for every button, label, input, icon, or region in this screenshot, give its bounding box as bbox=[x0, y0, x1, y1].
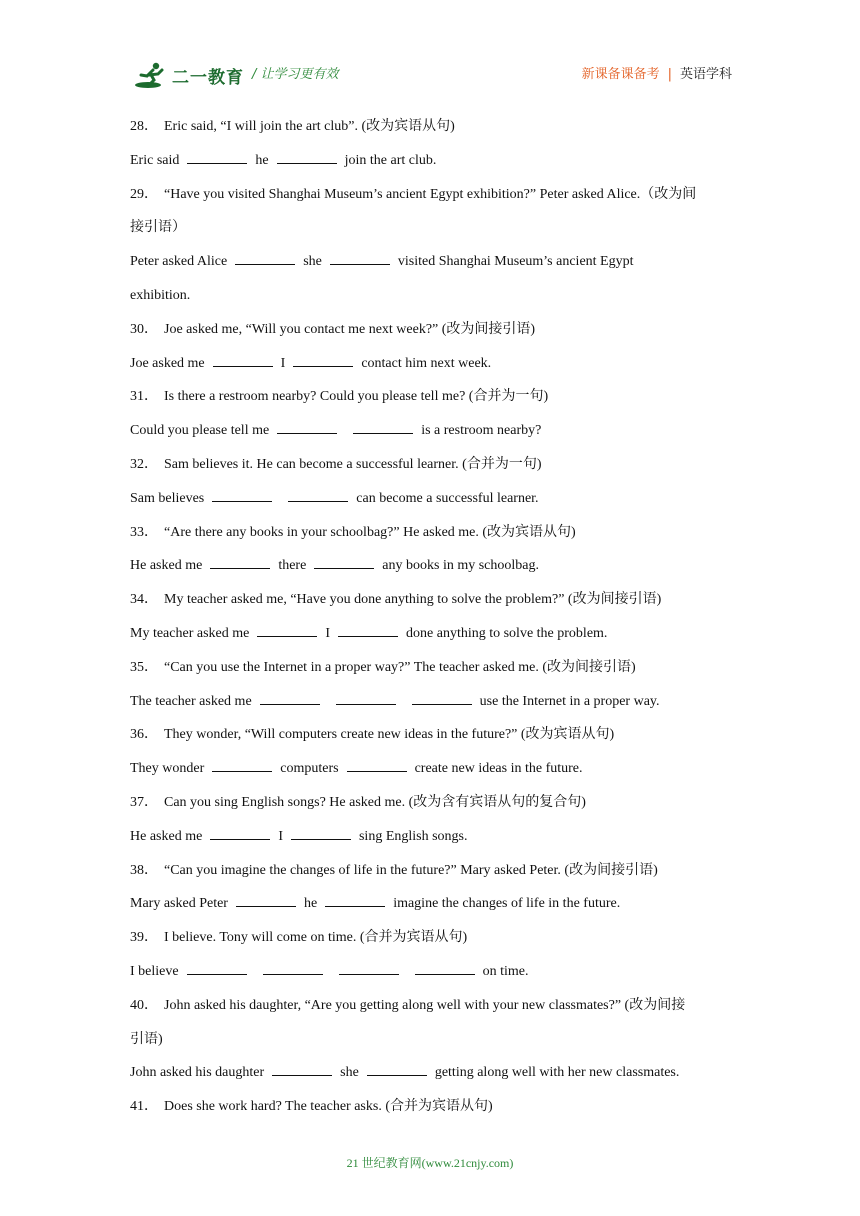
answer-blank[interactable] bbox=[257, 622, 317, 637]
answer-text: join the art club. bbox=[344, 152, 437, 168]
question-text: Does she work hard? The teacher asks. (合并为宾语从句) bbox=[164, 1099, 493, 1115]
question-number: 36． bbox=[130, 727, 158, 743]
answer-text: getting along well with her new classmates. bbox=[434, 1065, 680, 1081]
runner-logo-icon bbox=[134, 61, 168, 89]
answer-blank[interactable] bbox=[336, 690, 396, 705]
question-text: They wonder, “Will computers create new ideas in the future?” (改为宾语从句) bbox=[164, 727, 615, 743]
answer-text: there bbox=[278, 558, 307, 574]
question-line bbox=[130, 583, 735, 617]
answer-text: Sam believes bbox=[130, 490, 205, 506]
question-text: “Are there any books in your schoolbag?” He asked me. (改为宾语从句) bbox=[164, 524, 576, 540]
logo bbox=[132, 59, 250, 89]
question-number: 37． bbox=[130, 794, 158, 810]
answer-blank[interactable] bbox=[212, 487, 272, 502]
header-subject-label: 英语学科 bbox=[679, 67, 732, 82]
answer-blank[interactable] bbox=[210, 825, 270, 840]
question-text: My teacher asked me, “Have you done anything to solve the problem?” (改为间接引语) bbox=[164, 592, 662, 608]
question-text: I believe. Tony will come on time. (合并为宾语从句) bbox=[164, 930, 468, 946]
answer-blank[interactable] bbox=[212, 757, 272, 772]
question-line bbox=[130, 516, 735, 550]
answer-text: Peter asked Alice bbox=[130, 254, 228, 270]
answer-blank[interactable] bbox=[187, 960, 247, 975]
answer-text: use the Internet in a proper way. bbox=[479, 693, 660, 709]
answer-line bbox=[130, 482, 735, 516]
answer-text: contact him next week. bbox=[361, 355, 492, 371]
answer-text: on time. bbox=[482, 963, 529, 979]
answer-line bbox=[130, 617, 735, 651]
answer-blank[interactable] bbox=[314, 554, 374, 569]
answer-line bbox=[130, 887, 735, 921]
question-text: 引语) bbox=[130, 1031, 163, 1047]
header-prep-label: 新课备课备考 bbox=[581, 67, 660, 82]
question-text: 接引语） bbox=[130, 220, 186, 236]
answer-blank[interactable] bbox=[353, 419, 413, 434]
question-line bbox=[130, 380, 735, 414]
answer-blank[interactable] bbox=[263, 960, 323, 975]
question-number: 39． bbox=[130, 930, 158, 946]
answer-text: Eric said bbox=[130, 152, 180, 168]
answer-line bbox=[130, 820, 735, 854]
answer-line bbox=[130, 347, 735, 381]
page-header bbox=[132, 55, 732, 91]
answer-text: Joe asked me bbox=[130, 355, 205, 371]
header-right bbox=[582, 63, 732, 82]
question-number: 40． bbox=[130, 997, 158, 1013]
question-number: 41． bbox=[130, 1099, 158, 1115]
question-line bbox=[130, 989, 735, 1023]
answer-blank[interactable] bbox=[235, 250, 295, 265]
answer-blank[interactable] bbox=[213, 352, 273, 367]
question-text: “Can you imagine the changes of life in the future?” Mary asked Peter. (改为间接引语) bbox=[164, 862, 658, 878]
answer-line bbox=[130, 955, 735, 989]
answer-blank[interactable] bbox=[236, 892, 296, 907]
question-number: 33． bbox=[130, 524, 158, 540]
question-text: exhibition. bbox=[130, 287, 191, 303]
answer-text: visited Shanghai Museum’s ancient Egypt bbox=[397, 254, 634, 270]
answer-text: The teacher asked me bbox=[130, 693, 252, 709]
answer-blank[interactable] bbox=[339, 960, 399, 975]
question-line bbox=[130, 448, 735, 482]
answer-line bbox=[130, 549, 735, 583]
question-text: John asked his daughter, “Are you getting along well with your new classmates?” (改为间接 bbox=[164, 997, 686, 1013]
answer-blank[interactable] bbox=[260, 690, 320, 705]
answer-text: John asked his daughter bbox=[130, 1065, 265, 1081]
answer-blank[interactable] bbox=[367, 1061, 427, 1076]
question-text: Joe asked me, “Will you contact me next week?” (改为间接引语) bbox=[164, 321, 536, 337]
answer-blank[interactable] bbox=[288, 487, 348, 502]
question-line bbox=[130, 1090, 735, 1124]
answer-blank[interactable] bbox=[415, 960, 475, 975]
question-line bbox=[130, 110, 735, 144]
question-number: 31． bbox=[130, 389, 158, 405]
question-line bbox=[130, 921, 735, 955]
page-footer: 21 世纪教育网(www.21cnjy.com) bbox=[346, 1156, 514, 1170]
question-text: Can you sing English songs? He asked me. (改为含有宾语从句的复合句) bbox=[164, 794, 586, 810]
answer-text: create new ideas in the future. bbox=[414, 761, 583, 777]
answer-blank[interactable] bbox=[291, 825, 351, 840]
answer-text: imagine the changes of life in the future. bbox=[393, 896, 621, 912]
answer-text: My teacher asked me bbox=[130, 625, 250, 641]
answer-line bbox=[130, 144, 735, 178]
answer-blank[interactable] bbox=[338, 622, 398, 637]
header-separator: | bbox=[667, 67, 672, 82]
answer-blank[interactable] bbox=[187, 149, 247, 164]
answer-text: can become a successful learner. bbox=[356, 490, 539, 506]
question-line bbox=[130, 854, 735, 888]
slogan: / 让学习更有效 bbox=[252, 67, 339, 82]
answer-text: He asked me bbox=[130, 828, 203, 844]
answer-text: I believe bbox=[130, 963, 179, 979]
answer-text: any books in my schoolbag. bbox=[382, 558, 540, 574]
logo-text: 二一教育 bbox=[172, 68, 244, 88]
answer-blank[interactable] bbox=[277, 419, 337, 434]
answer-text: Mary asked Peter bbox=[130, 896, 228, 912]
question-line bbox=[130, 313, 735, 347]
answer-line bbox=[130, 414, 735, 448]
exercise-list bbox=[130, 110, 735, 1124]
answer-text: Could you please tell me bbox=[130, 423, 270, 439]
question-text: “Have you visited Shanghai Museum’s ancient Egypt exhibition?” Peter asked Alice.（改为间 bbox=[164, 186, 697, 202]
question-text: Eric said, “I will join the art club”. (改为宾语从句) bbox=[164, 119, 455, 134]
answer-text: done anything to solve the problem. bbox=[406, 625, 608, 641]
question-text: “Can you use the Internet in a proper way?” The teacher asked me. (改为间接引语) bbox=[164, 659, 636, 675]
answer-line bbox=[130, 685, 735, 719]
question-number: 38． bbox=[130, 862, 158, 878]
answer-text: He asked me bbox=[130, 558, 203, 574]
answer-text: I bbox=[278, 828, 283, 844]
answer-line bbox=[130, 245, 735, 279]
answer-text: I bbox=[280, 355, 286, 371]
question-number: 30． bbox=[130, 321, 158, 337]
question-text: Is there a restroom nearby? Could you please tell me? (合并为一句) bbox=[164, 389, 549, 405]
answer-text: They wonder bbox=[130, 761, 205, 777]
question-line bbox=[130, 178, 735, 212]
question-line bbox=[130, 651, 735, 685]
answer-blank[interactable] bbox=[347, 757, 407, 772]
answer-text: is a restroom nearby? bbox=[421, 423, 542, 439]
answer-line bbox=[130, 752, 735, 786]
answer-text: I bbox=[325, 625, 331, 641]
question-number: 35． bbox=[130, 659, 158, 675]
question-number: 29． bbox=[130, 186, 158, 202]
answer-blank[interactable] bbox=[330, 250, 390, 265]
answer-blank[interactable] bbox=[293, 352, 353, 367]
answer-text: he bbox=[255, 152, 269, 168]
answer-blank[interactable] bbox=[272, 1061, 332, 1076]
answer-line bbox=[130, 1056, 735, 1090]
question-number: 32． bbox=[130, 456, 158, 472]
answer-text: sing English songs. bbox=[358, 828, 468, 844]
question-line bbox=[130, 718, 735, 752]
question-number: 34． bbox=[130, 592, 158, 608]
continuation-line bbox=[130, 279, 735, 313]
answer-text: he bbox=[303, 896, 318, 912]
continuation-line bbox=[130, 211, 735, 245]
question-line bbox=[130, 786, 735, 820]
answer-blank[interactable] bbox=[412, 690, 472, 705]
answer-text: she bbox=[340, 1065, 359, 1081]
answer-blank[interactable] bbox=[277, 149, 337, 164]
answer-blank[interactable] bbox=[325, 892, 385, 907]
question-text: Sam believes it. He can become a successful learner. (合并为一句) bbox=[164, 456, 542, 472]
answer-text: computers bbox=[280, 761, 339, 777]
answer-text: she bbox=[303, 254, 322, 270]
question-number: 28． bbox=[130, 119, 158, 134]
continuation-line bbox=[130, 1023, 735, 1057]
answer-blank[interactable] bbox=[210, 554, 270, 569]
